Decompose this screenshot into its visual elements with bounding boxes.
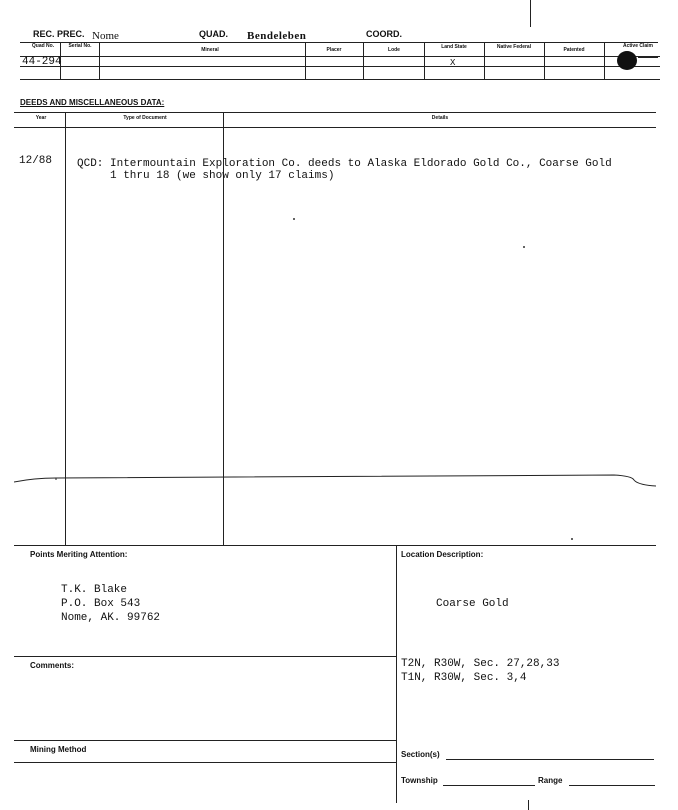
scan-speck — [571, 538, 573, 540]
quad-serial-value: 44-294 — [22, 56, 62, 68]
deeds-curved-rule — [14, 470, 656, 494]
legal-description-line-2: T1N, R30W, Sec. 3,4 — [401, 672, 527, 684]
land-state-mark: X — [450, 58, 456, 68]
location-description-value: Coarse Gold — [436, 598, 509, 610]
comments-label: Comments: — [30, 661, 75, 670]
range-fill-line — [569, 785, 655, 786]
deeds-header-rule — [14, 127, 656, 128]
mining-method-underline — [14, 762, 396, 763]
legal-description-line-1: T2N, R30W, Sec. 27,28,33 — [401, 658, 560, 670]
col-header-serial-no: Serial No. — [68, 43, 92, 49]
deeds-section-title: DEEDS AND MISCELLANEOUS DATA: — [20, 98, 165, 107]
deeds-col-year: Year — [35, 115, 47, 121]
quad-label: QUAD. — [199, 29, 228, 39]
col-divider — [99, 43, 100, 79]
col-divider — [424, 43, 425, 79]
range-label: Range — [538, 776, 563, 785]
col-divider — [604, 43, 605, 79]
claim-table-row-rule — [20, 66, 660, 67]
col-header-lode: Lode — [388, 47, 400, 53]
col-header-land-state: Land State — [441, 44, 467, 50]
location-description-label: Location Description: — [401, 550, 484, 559]
deed-line-1: QCD: Intermountain Exploration Co. deeds to Alaska Eldorado Gold Co., Coarse Gold — [77, 158, 612, 170]
deeds-top-rule — [14, 112, 656, 113]
col-header-active-claim: Active Claim — [622, 43, 653, 49]
scan-speck — [523, 246, 525, 248]
col-header-quad-no: Quad No. — [31, 43, 55, 49]
scan-mark — [530, 0, 531, 27]
rec-prec-value: Nome — [92, 30, 119, 42]
sections-fill-line — [446, 759, 654, 760]
col-header-patented: Patented — [563, 47, 585, 53]
col-header-placer: Placer — [326, 47, 342, 53]
township-fill-line — [443, 785, 535, 786]
col-divider — [544, 43, 545, 79]
coord-label: COORD. — [366, 29, 402, 39]
deeds-col-type: Type of Document — [123, 115, 167, 121]
header-underline — [20, 42, 658, 43]
scan-speck — [293, 218, 295, 220]
mining-method-rule — [14, 740, 396, 741]
points-line-1: T.K. Blake — [61, 584, 128, 596]
active-claim-dot — [617, 51, 637, 70]
bottom-center-divider — [396, 545, 397, 803]
points-line-3: Nome, AK. 99762 — [61, 612, 161, 624]
deed-line-2: 1 thru 18 (we show only 17 claims) — [77, 170, 335, 182]
township-label: Township — [401, 776, 438, 785]
comments-rule — [14, 656, 396, 657]
deed-year: 12/88 — [19, 155, 53, 167]
col-header-mineral: Mineral — [201, 47, 219, 53]
points-meriting-label: Points Meriting Attention: — [30, 550, 128, 559]
col-divider — [305, 43, 306, 79]
mining-method-label: Mining Method — [30, 745, 87, 754]
deeds-col-details: Details — [431, 115, 449, 121]
col-header-native-federal: Native Federal — [496, 44, 532, 50]
claim-table-bottom-rule — [20, 79, 660, 80]
scan-mark — [528, 800, 529, 810]
sections-label: Section(s) — [401, 750, 440, 759]
points-line-2: P.O. Box 543 — [61, 598, 141, 610]
active-claim-tick — [638, 57, 658, 58]
quad-value: Bendeleben — [247, 30, 307, 42]
col-divider — [363, 43, 364, 79]
col-divider — [484, 43, 485, 79]
claim-table-header-rule — [20, 56, 660, 57]
rec-prec-label: REC. PREC. — [33, 29, 85, 39]
bottom-section-rule — [14, 545, 656, 546]
